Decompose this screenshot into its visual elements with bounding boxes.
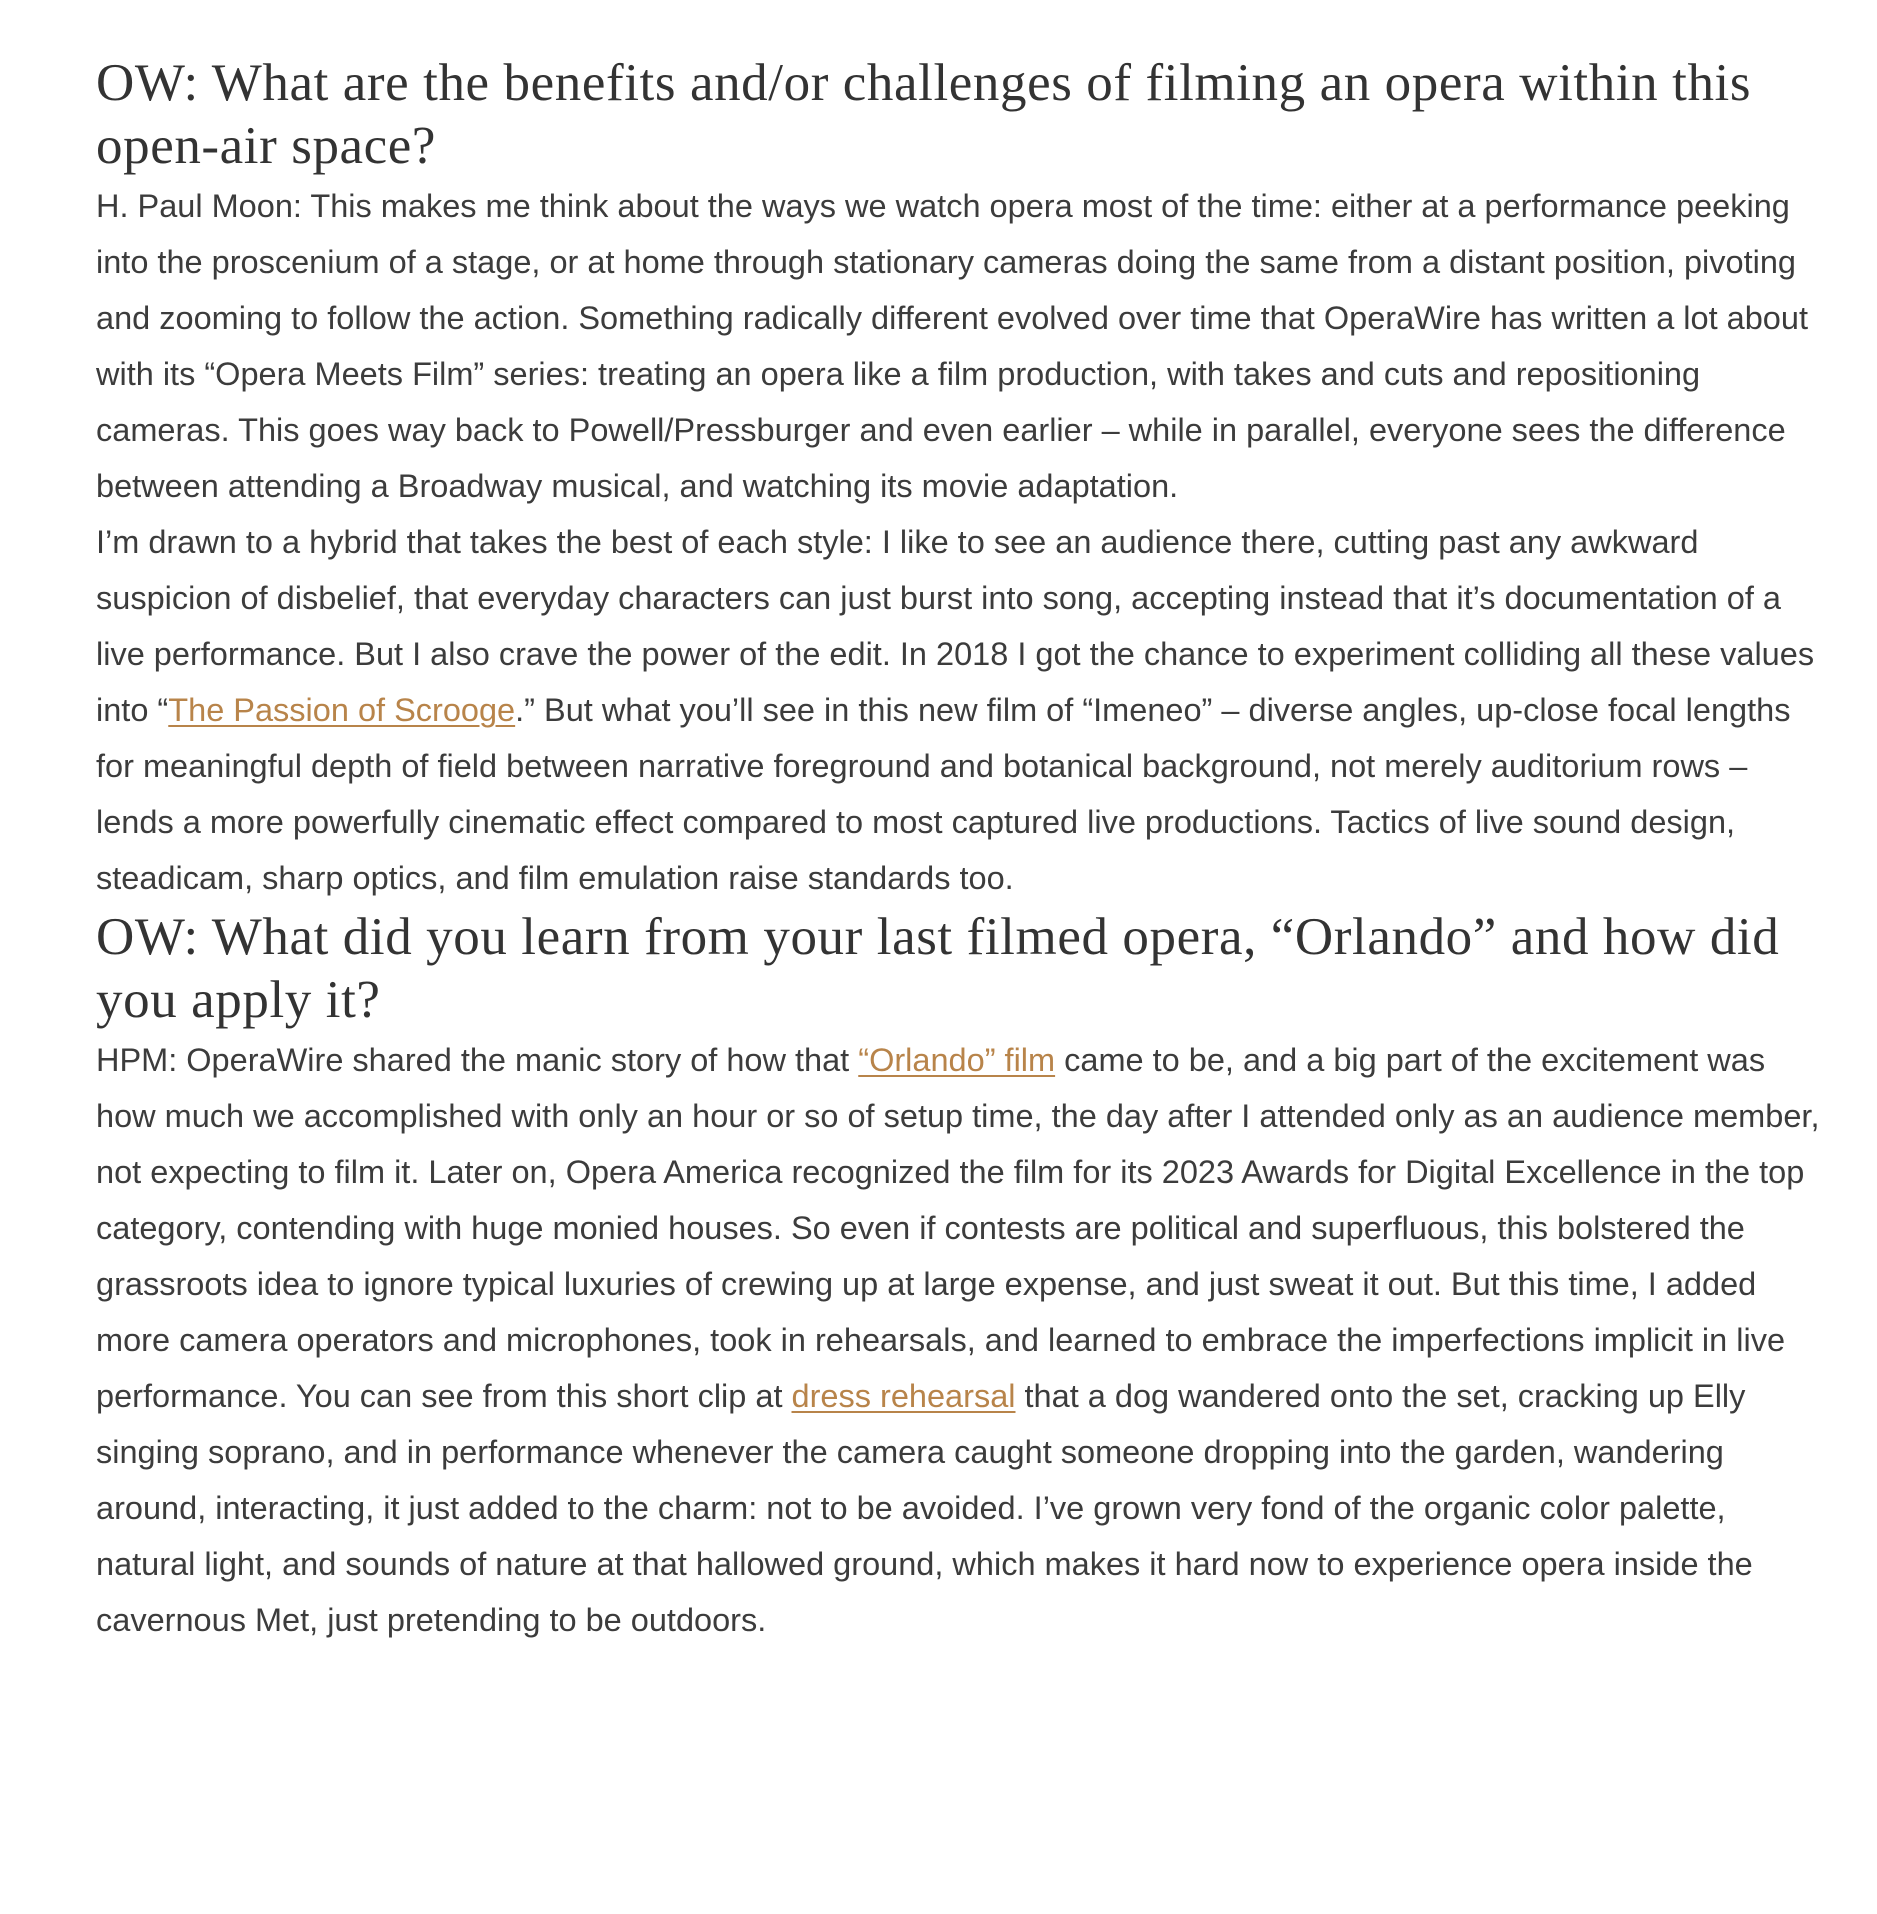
paragraph-text: HPM: OperaWire shared the manic story of how that xyxy=(96,1042,859,1078)
orlando-film-link[interactable]: “Orlando” film xyxy=(858,1042,1056,1078)
answer-paragraph xyxy=(96,1032,1826,1648)
interview-question-heading: OW: What are the benefits and/or challenges of filming an opera within this open-air space? xyxy=(96,54,1752,175)
paragraph-text: .” But what you’ll see in this new film of “Imeneo” – diverse angles, up-close focal lengths for meaningful depth of field between narrative foreground and botanical background, not merely auditorium rows – lends a more powerfully cinematic effect compared to most captured live productions. Tactics of live sound design, steadicam, sharp optics, and film emulation raise standards too. xyxy=(96,692,1791,896)
paragraph-text: came to be, and a big part of the excitement was how much we accomplished with only an hour or so of setup time, the day after I attended only as an audience member, not expecting to film it. Later on, Opera America recognized the film for its 2023 Awards for Digital Excellence in the top category, contending with huge monied houses. So even if contests are political and superfluous, this bolstered the grassroots idea to ignore typical luxuries of crewing up at large expense, and just sweat it out. But this time, I added more camera operators and microphones, took in rehearsals, and learned to embrace the imperfections implicit in live performance. You can see from this short clip at xyxy=(96,1042,1820,1414)
passion-of-scrooge-link[interactable]: The Passion of Scrooge xyxy=(168,692,516,728)
paragraph-text: I’m drawn to a hybrid that takes the best of each style: I like to see an audience there, cutting past any awkward suspicion of disbelief, that everyday characters can just burst into song, accepting instead that it’s documentation of a live performance. But I also crave the power of the edit. In 2018 I got the chance to experiment colliding all these values into “ xyxy=(96,524,1815,728)
answer-paragraph: H. Paul Moon: This makes me think about the ways we watch opera most of the time: either at a performance peeking into the proscenium of a stage, or at home through stationary cameras doing the same from a distant position, pivoting and zooming to follow the action. Something radically different evolved over time that OperaWire has written a lot about with its “Opera Meets Film” series: treating an opera like a film production, with takes and cuts and repositioning cameras. This goes way back to Powell/Pressburger and even earlier – while in parallel, everyone sees the difference between attending a Broadway musical, and watching its movie adaptation. xyxy=(96,188,1808,504)
article-body xyxy=(96,52,1826,1648)
paragraph-text: that a dog wandered onto the set, cracking up Elly singing soprano, and in performance whenever the camera caught someone dropping into the garden, wandering around, interacting, it just added to the charm: not to be avoided. I’ve grown very fond of the organic color palette, natural light, and sounds of nature at that hallowed ground, which makes it hard now to experience opera inside the cavernous Met, just pretending to be outdoors. xyxy=(96,1378,1753,1638)
dress-rehearsal-link[interactable]: dress rehearsal xyxy=(791,1378,1016,1414)
answer-paragraph xyxy=(96,514,1826,906)
interview-question-heading: OW: What did you learn from your last filmed opera, “Orlando” and how did you apply it? xyxy=(96,908,1780,1029)
